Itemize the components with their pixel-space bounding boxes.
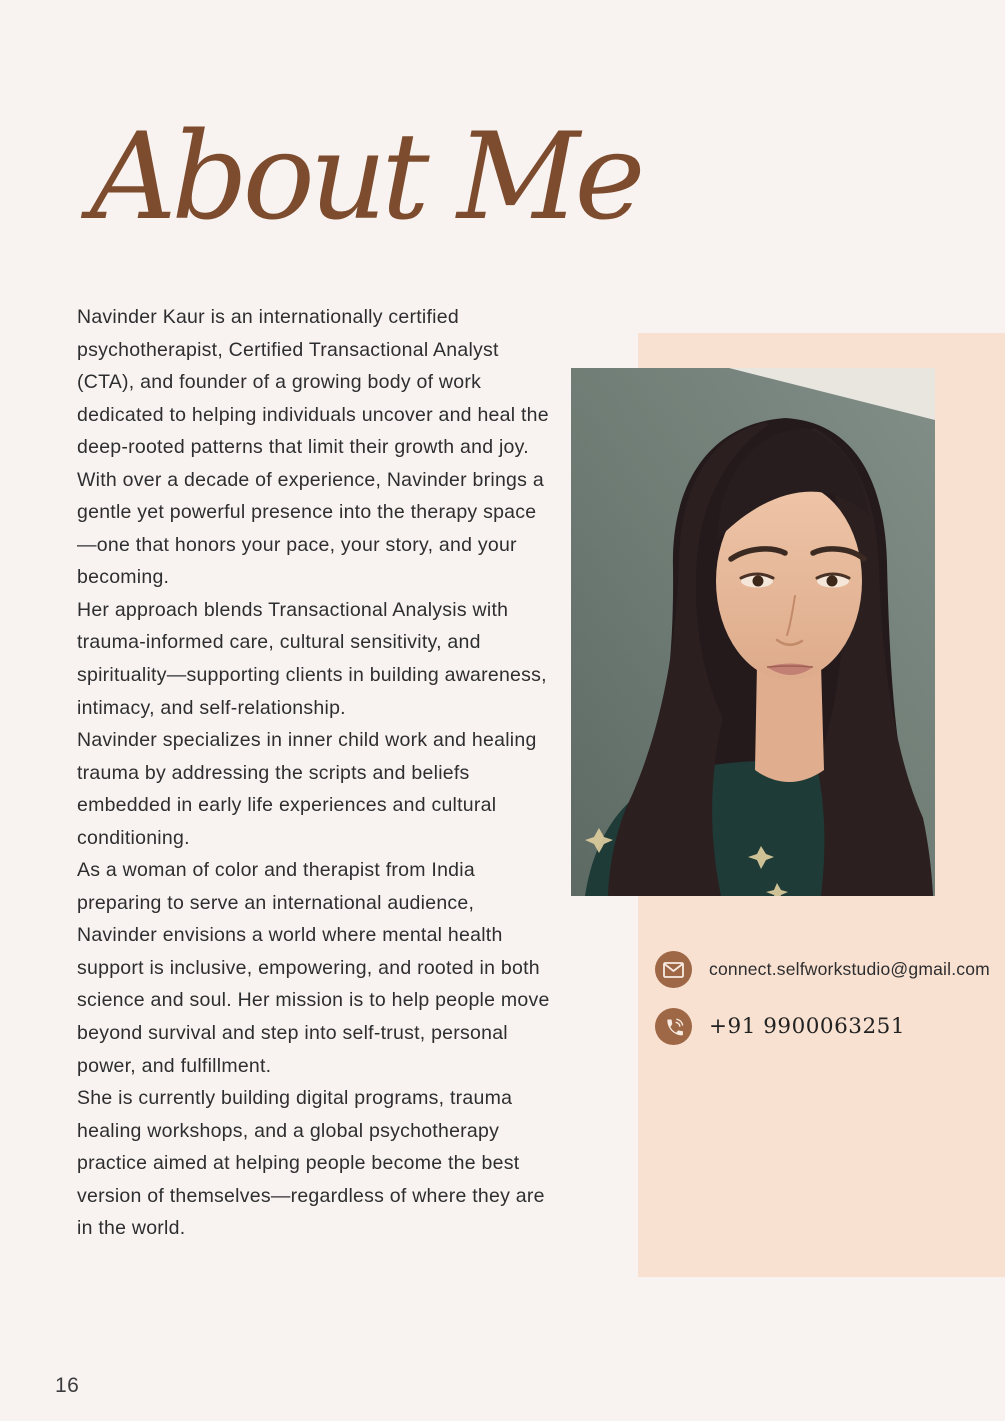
- bio-paragraph: With over a decade of experience, Navinder brings a gentle yet powerful presence into the therapy space—one that honors your pace, your story, and your becoming.: [77, 468, 544, 589]
- bio-paragraph: Her approach blends Transactional Analysis with trauma-informed care, cultural sensitivity, and spirituality—supporting clients in building awareness, intimacy, and self-relationship.: [77, 598, 547, 719]
- bio-paragraph: She is currently building digital programs, trauma healing workshops, and a global psychotherapy practice aimed at helping people become the best version of themselves—regardless of where they are in the world.: [77, 1087, 545, 1240]
- phone-call-icon: [655, 1008, 692, 1045]
- envelope-icon: [655, 951, 692, 988]
- portrait-photo: [571, 368, 935, 896]
- contact-phone[interactable]: +91 9900063251: [709, 1014, 905, 1039]
- bio-paragraph: As a woman of color and therapist from India preparing to serve an international audience, Navinder envisions a world where mental health support is inclusive, empowering, and rooted in both science and soul. Her mission is to help people move beyond survival and step into self-trust, personal power, and fulfillment.: [77, 859, 550, 1077]
- contact-list: [655, 951, 990, 1045]
- portrait-photo-illustration: [571, 368, 935, 896]
- contact-row-phone: [655, 1008, 990, 1045]
- neck: [755, 664, 824, 782]
- contact-row-email: [655, 951, 990, 988]
- page-number: 16: [55, 1374, 80, 1397]
- bio-paragraph: Navinder specializes in inner child work and healing trauma by addressing the scripts and beliefs embedded in early life experiences and cultural conditioning.: [77, 729, 537, 849]
- bio-paragraph: Navinder Kaur is an internationally certified psychotherapist, Certified Transactional Analyst (CTA), and founder of a growing body of work dedicated to helping individuals uncover and heal the deep-rooted patterns that limit their growth and joy.: [77, 306, 549, 459]
- page-title: About Me: [90, 108, 641, 247]
- bio-text: [77, 301, 555, 1245]
- contact-email[interactable]: connect.selfworkstudio@gmail.com: [709, 959, 990, 979]
